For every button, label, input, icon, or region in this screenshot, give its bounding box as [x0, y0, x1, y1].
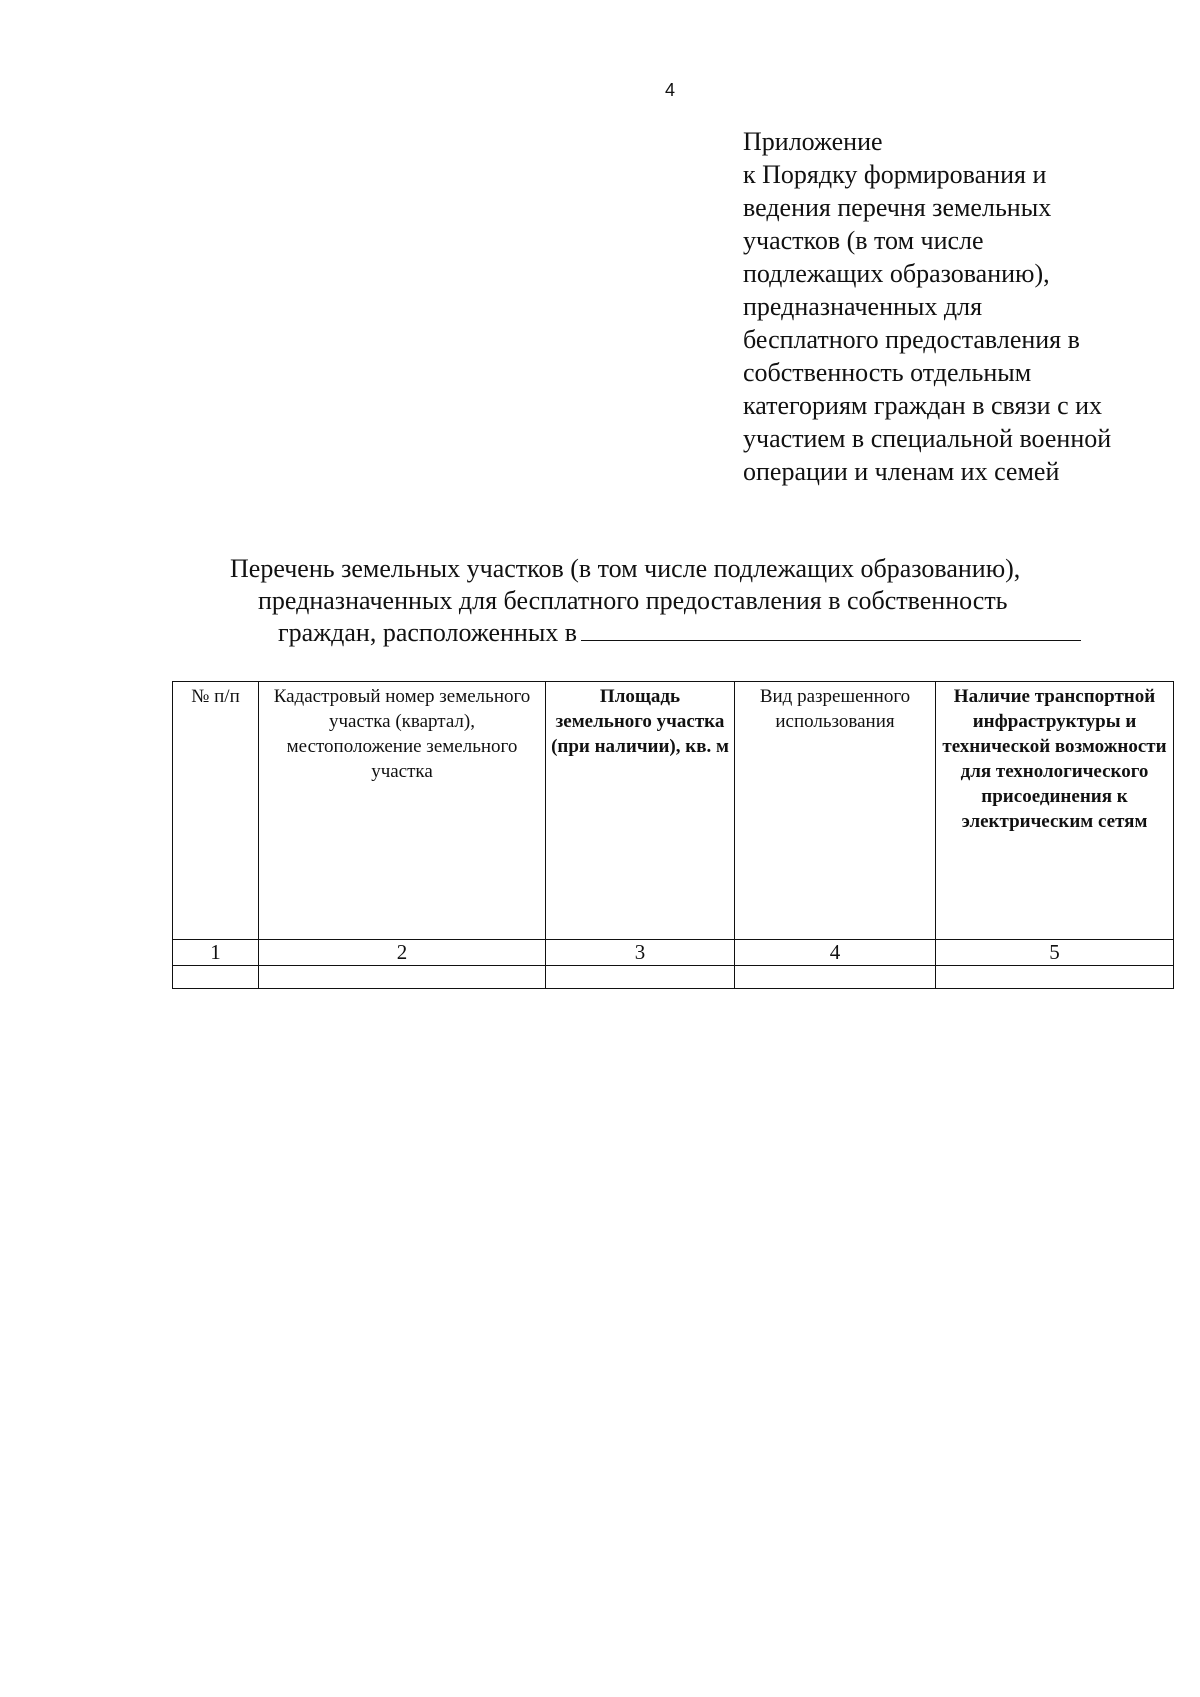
- fill-in-blank-line: [581, 618, 1081, 641]
- appendix-line: к Порядку формирования и: [743, 160, 1047, 189]
- appendix-line: участков (в том числе: [743, 226, 984, 255]
- column-number-cell: 4: [735, 940, 936, 966]
- appendix-line: категориям граждан в связи с их: [743, 391, 1103, 420]
- column-number-cell: 2: [259, 940, 546, 966]
- appendix-line: подлежащих образованию),: [743, 259, 1050, 288]
- land-plots-table: [172, 681, 1174, 989]
- appendix-line: предназначенных для: [743, 292, 983, 321]
- appendix-line: участием в специальной военной: [743, 424, 1112, 453]
- list-title: [230, 553, 1150, 649]
- header-infrastructure: Наличие транспортной инфраструктуры и технической возможности для технологического присоединения к электрическим сетям: [936, 682, 1174, 940]
- header-area: Площадь земельного участка (при наличии), кв. м: [546, 682, 735, 940]
- header-permitted-use: Вид разрешенного использования: [735, 682, 936, 940]
- header-cadastral-number: Кадастровый номер земельного участка (квартал), местоположение земельного участка: [259, 682, 546, 940]
- table-header-row: [173, 682, 1174, 940]
- table-row: [173, 966, 1174, 989]
- table-cell: [259, 966, 546, 989]
- title-line-3: [230, 617, 1150, 649]
- title-line-3-text: граждан, расположенных в: [278, 618, 578, 647]
- table-cell: [546, 966, 735, 989]
- appendix-line: операции и членам их семей: [743, 457, 1060, 486]
- appendix-line: ведения перечня земельных: [743, 193, 1052, 222]
- table-cell: [735, 966, 936, 989]
- column-number-cell: 1: [173, 940, 259, 966]
- appendix-line: бесплатного предоставления в: [743, 325, 1080, 354]
- column-number-cell: 3: [546, 940, 735, 966]
- appendix-line: собственность отдельным: [743, 358, 1032, 387]
- header-number: № п/п: [173, 682, 259, 940]
- appendix-block: [743, 125, 1183, 488]
- table-cell: [936, 966, 1174, 989]
- table-cell: [173, 966, 259, 989]
- title-line-1: Перечень земельных участков (в том числе подлежащих образованию),: [230, 554, 1021, 583]
- page-number: 4: [664, 80, 675, 100]
- appendix-line: Приложение: [743, 127, 883, 156]
- column-number-cell: 5: [936, 940, 1174, 966]
- title-line-2: предназначенных для бесплатного предоставления в собственность: [258, 586, 1008, 615]
- table-column-numbers-row: [173, 940, 1174, 966]
